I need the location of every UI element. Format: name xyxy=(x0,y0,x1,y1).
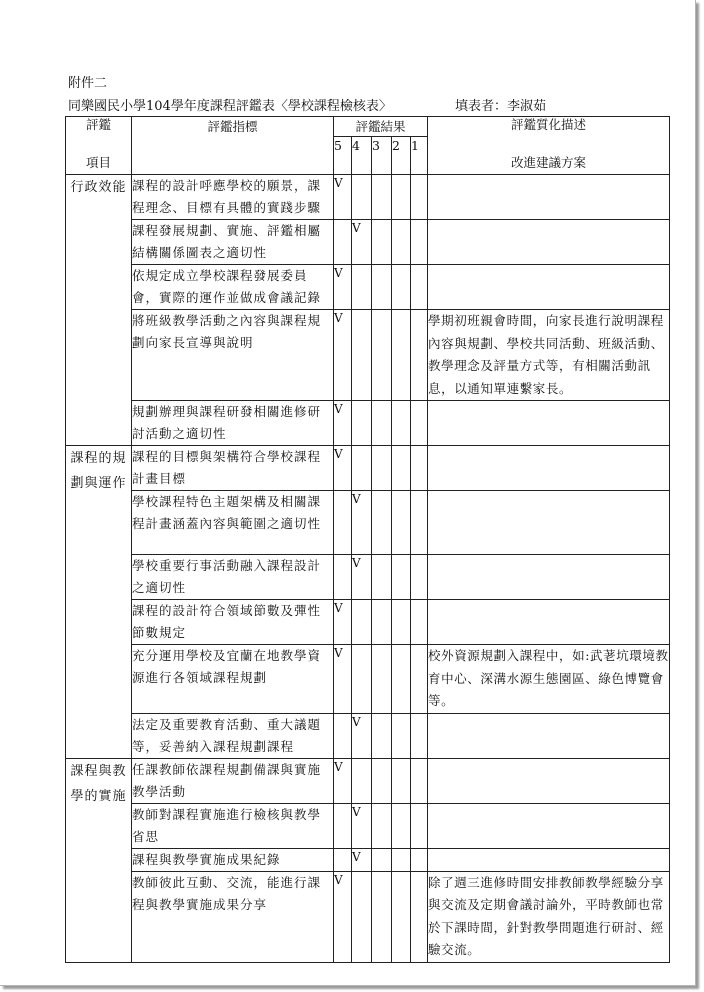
description-cell xyxy=(428,401,670,446)
score-cell-5 xyxy=(334,175,352,220)
description-cell xyxy=(428,175,670,220)
score-cell-1 xyxy=(411,645,428,714)
indicator-cell: 課程的設計符合領域節數及彈性節數規定 xyxy=(132,600,334,645)
score-cell-5 xyxy=(334,803,352,848)
description-cell xyxy=(428,265,670,310)
table-row xyxy=(66,848,670,871)
table-row xyxy=(66,220,670,265)
score-cell-1 xyxy=(411,848,428,871)
score-cell-3 xyxy=(372,310,392,401)
indicator-cell: 法定及重要教育活動、重大議題等，妥善納入課程規劃課程 xyxy=(132,713,334,758)
score-cell-4 xyxy=(352,265,372,310)
indicator-cell: 教師對課程實施進行檢核與教學省思 xyxy=(132,803,334,848)
score-cell-2 xyxy=(392,446,411,491)
table-row xyxy=(66,401,670,446)
check-mark: V xyxy=(334,601,343,615)
indicator-cell: 學校課程特色主題架構及相關課程計畫涵蓋內容與範圍之適切性 xyxy=(132,491,334,555)
score-cell-4 xyxy=(352,871,372,962)
score-cell-5 xyxy=(334,600,352,645)
check-mark: V xyxy=(352,492,361,506)
score-cell-3 xyxy=(372,555,392,600)
score-cell-3 xyxy=(372,758,392,803)
score-cell-4 xyxy=(352,555,372,600)
check-mark: V xyxy=(352,849,361,864)
check-mark: V xyxy=(334,176,343,190)
score-header-5: 5 xyxy=(334,137,352,175)
score-cell-1 xyxy=(411,713,428,758)
indicator-cell: 課程與教學實施成果紀錄 xyxy=(132,848,334,871)
table-row xyxy=(66,555,670,600)
header-item-cell xyxy=(66,117,132,175)
score-cell-2 xyxy=(392,175,411,220)
score-cell-3 xyxy=(372,401,392,446)
check-mark: V xyxy=(334,402,343,416)
score-cell-4 xyxy=(352,713,372,758)
score-cell-4 xyxy=(352,848,372,871)
score-cell-2 xyxy=(392,848,411,871)
check-mark: V xyxy=(334,872,343,887)
description-cell xyxy=(428,220,670,265)
table-row xyxy=(66,645,670,714)
score-cell-4 xyxy=(352,446,372,491)
score-cell-1 xyxy=(411,401,428,446)
score-cell-3 xyxy=(372,645,392,714)
document-title: 同樂國民小學104學年度課程評鑑表〈學校課程檢核表〉 xyxy=(68,99,392,114)
score-cell-1 xyxy=(411,175,428,220)
score-cell-1 xyxy=(411,265,428,310)
score-cell-5 xyxy=(334,871,352,962)
score-header-3: 3 xyxy=(372,137,392,175)
check-mark: V xyxy=(352,714,361,729)
indicator-cell: 依規定成立學校課程發展委員會，實際的運作並做成會議記錄 xyxy=(132,265,334,310)
score-cell-1 xyxy=(411,803,428,848)
score-cell-4 xyxy=(352,310,372,401)
check-mark: V xyxy=(334,266,343,280)
indicator-cell: 課程發展規劃、實施、評鑑相屬結構關係圖表之適切性 xyxy=(132,220,334,265)
score-cell-2 xyxy=(392,401,411,446)
score-cell-1 xyxy=(411,220,428,265)
evaluation-table xyxy=(65,116,670,963)
score-cell-2 xyxy=(392,645,411,714)
score-cell-3 xyxy=(372,600,392,645)
description-cell xyxy=(428,446,670,491)
score-cell-3 xyxy=(372,446,392,491)
header-desc-bottom: 改進建議方案 xyxy=(510,155,586,170)
score-cell-5 xyxy=(334,220,352,265)
description-cell xyxy=(428,758,670,803)
score-cell-2 xyxy=(392,713,411,758)
check-mark: V xyxy=(352,556,361,570)
category-cell: 課程的規劃與運作 xyxy=(66,446,132,759)
header-indicator: 評鑑指標 xyxy=(132,117,334,175)
score-cell-2 xyxy=(392,758,411,803)
indicator-cell: 任課教師依課程規劃備課與實施教學活動 xyxy=(132,758,334,803)
score-cell-4 xyxy=(352,600,372,645)
score-cell-1 xyxy=(411,758,428,803)
table-row xyxy=(66,491,670,555)
table-row xyxy=(66,446,670,491)
indicator-cell: 規劃辦理與課程研發相關進修研討活動之適切性 xyxy=(132,401,334,446)
score-cell-1 xyxy=(411,871,428,962)
score-cell-1 xyxy=(411,555,428,600)
description-cell: 除了週三進修時間安排教師教學經驗分享與交流及定期會議討論外，平時教師也常於下課時間，針對教學問題進行研討、經驗交流。 xyxy=(428,871,670,962)
score-cell-5 xyxy=(334,310,352,401)
score-cell-3 xyxy=(372,803,392,848)
score-cell-1 xyxy=(411,491,428,555)
category-cell: 行政效能 xyxy=(66,175,132,446)
score-cell-3 xyxy=(372,848,392,871)
score-cell-5 xyxy=(334,758,352,803)
header-item-bottom: 項目 xyxy=(85,155,111,170)
score-cell-2 xyxy=(392,310,411,401)
score-cell-4 xyxy=(352,758,372,803)
score-cell-2 xyxy=(392,803,411,848)
score-cell-3 xyxy=(372,265,392,310)
score-cell-5 xyxy=(334,848,352,871)
score-cell-2 xyxy=(392,555,411,600)
score-cell-3 xyxy=(372,220,392,265)
indicator-cell: 學校重要行事活動融入課程設計之適切性 xyxy=(132,555,334,600)
header-desc-cell xyxy=(428,117,670,175)
table-row xyxy=(66,758,670,803)
table-row xyxy=(66,713,670,758)
check-mark: V xyxy=(352,221,361,235)
score-header-1: 1 xyxy=(411,137,428,175)
check-mark: V xyxy=(334,311,343,325)
description-cell xyxy=(428,600,670,645)
score-cell-5 xyxy=(334,713,352,758)
score-cell-1 xyxy=(411,446,428,491)
check-mark: V xyxy=(352,804,361,819)
description-cell xyxy=(428,803,670,848)
score-header-4: 4 xyxy=(352,137,372,175)
table-row xyxy=(66,310,670,401)
score-cell-5 xyxy=(334,446,352,491)
check-mark: V xyxy=(334,646,343,660)
category-cell: 課程與教學的實施 xyxy=(66,758,132,962)
check-mark: V xyxy=(334,759,343,774)
indicator-cell: 教師彼此互動、交流，能進行課程與教學實施成果分享 xyxy=(132,871,334,962)
score-cell-2 xyxy=(392,265,411,310)
table-row xyxy=(66,803,670,848)
score-cell-5 xyxy=(334,265,352,310)
score-cell-2 xyxy=(392,220,411,265)
table-row xyxy=(66,265,670,310)
score-cell-3 xyxy=(372,871,392,962)
score-cell-4 xyxy=(352,175,372,220)
score-cell-4 xyxy=(352,491,372,555)
score-cell-5 xyxy=(334,491,352,555)
indicator-cell: 課程的設計呼應學校的願景，課程理念、目標有具體的實踐步驟 xyxy=(132,175,334,220)
indicator-cell: 充分運用學校及宜蘭在地教學資源進行各領域課程規劃 xyxy=(132,645,334,714)
header-item-top: 評鑑 xyxy=(85,117,111,132)
description-cell: 學期初班親會時間，向家長進行說明課程內容與規劃、學校共同活動、班級活動、教學理念及評量方式等，有相關活動訊息，以通知單連繫家長。 xyxy=(428,310,670,401)
score-cell-3 xyxy=(372,175,392,220)
description-cell xyxy=(428,555,670,600)
score-header-2: 2 xyxy=(392,137,411,175)
table-row xyxy=(66,600,670,645)
indicator-cell: 將班級教學活動之內容與課程規劃向家長宣導與說明 xyxy=(132,310,334,401)
score-cell-1 xyxy=(411,600,428,645)
description-cell xyxy=(428,491,670,555)
table-row xyxy=(66,871,670,962)
score-cell-4 xyxy=(352,803,372,848)
attachment-label: 附件二 xyxy=(68,76,108,91)
description-cell xyxy=(428,848,670,871)
score-cell-5 xyxy=(334,555,352,600)
header-desc-top: 評鑑質化描述 xyxy=(510,117,586,132)
check-mark: V xyxy=(334,447,343,461)
score-cell-1 xyxy=(411,310,428,401)
header-result: 評鑑結果 xyxy=(334,117,428,137)
score-cell-5 xyxy=(334,645,352,714)
description-cell xyxy=(428,713,670,758)
score-cell-5 xyxy=(334,401,352,446)
score-cell-2 xyxy=(392,491,411,555)
score-cell-4 xyxy=(352,401,372,446)
description-cell: 校外資源規劃入課程中，如:武荖坑環境教育中心、深溝水源生態園區、綠色博覽會等。 xyxy=(428,645,670,714)
table-row xyxy=(66,175,670,220)
score-cell-3 xyxy=(372,713,392,758)
score-cell-2 xyxy=(392,871,411,962)
score-cell-4 xyxy=(352,220,372,265)
score-cell-4 xyxy=(352,645,372,714)
indicator-cell: 課程的目標與架構符合學校課程計畫目標 xyxy=(132,446,334,491)
score-cell-3 xyxy=(372,491,392,555)
filler-name: 填表者：李淑茹 xyxy=(455,99,547,114)
score-cell-2 xyxy=(392,600,411,645)
